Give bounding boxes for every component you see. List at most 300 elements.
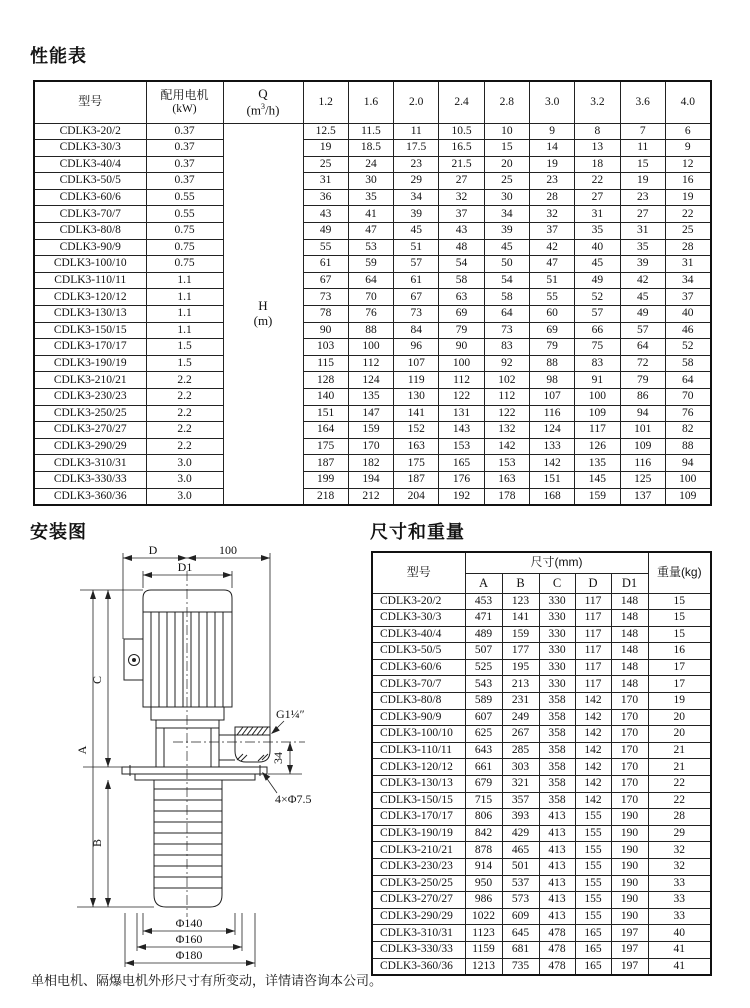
- kw-cell: 0.37: [146, 173, 223, 190]
- head-value-cell: 159: [575, 488, 620, 505]
- head-value-cell: 153: [439, 438, 484, 455]
- head-value-cell: 61: [394, 272, 439, 289]
- head-value-cell: 52: [665, 339, 710, 356]
- kw-cell: 1.5: [146, 339, 223, 356]
- model-cell: CDLK3-30/3: [372, 610, 465, 627]
- head-value-cell: 27: [620, 206, 665, 223]
- perf-row: [34, 339, 711, 356]
- head-value-cell: 39: [394, 206, 439, 223]
- head-value-cell: 192: [439, 488, 484, 505]
- performance-title: 性能表: [30, 46, 87, 66]
- model-cell: CDLK3-130/13: [372, 776, 465, 793]
- dim-value-cell: 393: [502, 809, 539, 826]
- model-cell: CDLK3-250/25: [372, 875, 465, 892]
- dim-value-cell: 303: [502, 759, 539, 776]
- weight-cell: 28: [648, 809, 711, 826]
- kw-cell: 0.37: [146, 123, 223, 140]
- head-value-cell: 165: [439, 455, 484, 472]
- weight-cell: 20: [648, 726, 711, 743]
- kw-cell: 2.2: [146, 422, 223, 439]
- model-cell: CDLK3-330/33: [372, 941, 465, 958]
- dim-row: [372, 908, 711, 925]
- head-value-cell: 22: [575, 173, 620, 190]
- weight-cell: 22: [648, 792, 711, 809]
- perf-row: [34, 389, 711, 406]
- head-value-cell: 112: [439, 372, 484, 389]
- head-value-cell: 75: [575, 339, 620, 356]
- dim-value-cell: 715: [465, 792, 502, 809]
- perf-row: [34, 289, 711, 306]
- weight-cell: 41: [648, 958, 711, 975]
- dim-value-cell: 643: [465, 742, 502, 759]
- weight-cell: 21: [648, 742, 711, 759]
- head-value-cell: 45: [484, 239, 529, 256]
- perf-row: [34, 272, 711, 289]
- perf-row: [34, 488, 711, 505]
- dim-row: [372, 726, 711, 743]
- dim-value-cell: 190: [611, 809, 648, 826]
- head-value-cell: 70: [665, 389, 710, 406]
- head-value-cell: 7: [620, 123, 665, 140]
- head-value-cell: 64: [665, 372, 710, 389]
- perf-row: [34, 223, 711, 240]
- model-cell: CDLK3-110/11: [34, 272, 146, 289]
- weight-cell: 41: [648, 941, 711, 958]
- head-value-cell: 9: [665, 140, 710, 157]
- head-value-cell: 21.5: [439, 156, 484, 173]
- flow-col-header: 2.8: [484, 81, 529, 123]
- head-value-cell: 151: [529, 471, 574, 488]
- model-cell: CDLK3-90/9: [372, 709, 465, 726]
- weight-cell: 33: [648, 892, 711, 909]
- dim-value-cell: 159: [502, 626, 539, 643]
- head-value-cell: 109: [665, 488, 710, 505]
- model-cell: CDLK3-310/31: [34, 455, 146, 472]
- head-value-cell: 12.5: [303, 123, 348, 140]
- head-value-cell: 9: [529, 123, 574, 140]
- dim-value-cell: 806: [465, 809, 502, 826]
- dim-value-cell: 679: [465, 776, 502, 793]
- head-value-cell: 57: [394, 256, 439, 273]
- dim-value-cell: 330: [539, 593, 575, 610]
- head-value-cell: 37: [665, 289, 710, 306]
- dim-col-header-model: 型号: [372, 552, 465, 593]
- dim-value-cell: 501: [502, 859, 539, 876]
- dim-row: [372, 859, 711, 876]
- perf-row: [34, 256, 711, 273]
- head-value-cell: 117: [575, 422, 620, 439]
- dim-value-cell: 507: [465, 643, 502, 660]
- head-value-cell: 187: [303, 455, 348, 472]
- head-value-cell: 37: [439, 206, 484, 223]
- dim-value-cell: 231: [502, 693, 539, 710]
- dim-value-cell: 155: [575, 875, 611, 892]
- dim-label-phi140: Φ140: [175, 916, 203, 930]
- head-value-cell: 163: [394, 438, 439, 455]
- head-value-cell: 16.5: [439, 140, 484, 157]
- perf-row: [34, 372, 711, 389]
- head-value-cell: 100: [665, 471, 710, 488]
- model-cell: CDLK3-100/10: [372, 726, 465, 743]
- dim-value-cell: 413: [539, 859, 575, 876]
- head-value-cell: 164: [303, 422, 348, 439]
- head-value-cell: 29: [394, 173, 439, 190]
- dim-value-cell: 190: [611, 892, 648, 909]
- head-value-cell: 100: [575, 389, 620, 406]
- dim-weight-header: 重量(kg): [648, 552, 711, 593]
- head-value-cell: 88: [665, 438, 710, 455]
- kw-cell: 1.1: [146, 306, 223, 323]
- head-value-cell: 58: [484, 289, 529, 306]
- kw-cell: 1.5: [146, 355, 223, 372]
- perf-row: [34, 355, 711, 372]
- head-value-cell: 109: [575, 405, 620, 422]
- head-value-cell: 187: [394, 471, 439, 488]
- performance-table: [33, 80, 712, 506]
- head-value-cell: 128: [303, 372, 348, 389]
- dim-value-cell: 148: [611, 610, 648, 627]
- dim-value-cell: 142: [575, 742, 611, 759]
- dim-value-cell: 525: [465, 659, 502, 676]
- dim-row: [372, 941, 711, 958]
- kw-cell: 0.75: [146, 239, 223, 256]
- dim-value-cell: 543: [465, 676, 502, 693]
- pump-head: [156, 720, 219, 767]
- head-value-cell: 23: [394, 156, 439, 173]
- head-value-cell: 8: [575, 123, 620, 140]
- dim-value-cell: 681: [502, 941, 539, 958]
- head-value-cell: 212: [348, 488, 393, 505]
- head-value-cell: 58: [439, 272, 484, 289]
- head-value-cell: 70: [348, 289, 393, 306]
- dim-value-cell: 155: [575, 842, 611, 859]
- dim-value-cell: 1123: [465, 925, 502, 942]
- head-value-cell: 175: [303, 438, 348, 455]
- head-value-cell: 96: [394, 339, 439, 356]
- dim-value-cell: 170: [611, 776, 648, 793]
- head-value-cell: 124: [529, 422, 574, 439]
- kw-cell: 3.0: [146, 455, 223, 472]
- model-cell: CDLK3-70/7: [34, 206, 146, 223]
- outlet-port: [219, 727, 270, 762]
- head-value-cell: 102: [484, 372, 529, 389]
- dim-value-cell: 358: [539, 693, 575, 710]
- head-value-cell: 57: [620, 322, 665, 339]
- head-value-cell: 59: [348, 256, 393, 273]
- dim-value-cell: 358: [539, 776, 575, 793]
- weight-cell: 40: [648, 925, 711, 942]
- kw-cell: 1.1: [146, 272, 223, 289]
- dim-col-c: C: [539, 573, 575, 593]
- dim-label-phi160: Φ160: [175, 932, 203, 946]
- dim-value-cell: 155: [575, 908, 611, 925]
- head-value-cell: 91: [575, 372, 620, 389]
- head-value-cell: 145: [575, 471, 620, 488]
- head-value-cell: 58: [665, 355, 710, 372]
- perf-row: [34, 189, 711, 206]
- dim-value-cell: 117: [575, 626, 611, 643]
- kw-cell: 3.0: [146, 471, 223, 488]
- dim-value-cell: 735: [502, 958, 539, 975]
- head-value-cell: 94: [665, 455, 710, 472]
- model-cell: CDLK3-360/36: [34, 488, 146, 505]
- head-value-cell: 25: [484, 173, 529, 190]
- dim-value-cell: 148: [611, 643, 648, 660]
- head-value-cell: 78: [303, 306, 348, 323]
- head-value-cell: 11: [394, 123, 439, 140]
- head-value-cell: 133: [529, 438, 574, 455]
- dim-row: [372, 659, 711, 676]
- head-value-cell: 14: [529, 140, 574, 157]
- dim-row: [372, 842, 711, 859]
- kw-cell: 3.0: [146, 488, 223, 505]
- weight-cell: 22: [648, 776, 711, 793]
- dim-value-cell: 471: [465, 610, 502, 627]
- dim-value-cell: 197: [611, 941, 648, 958]
- dim-row: [372, 809, 711, 826]
- head-value-cell: 90: [439, 339, 484, 356]
- kw-cell: 0.37: [146, 156, 223, 173]
- head-value-cell: 19: [303, 140, 348, 157]
- head-value-cell: 35: [575, 223, 620, 240]
- weight-cell: 15: [648, 626, 711, 643]
- head-value-cell: 17.5: [394, 140, 439, 157]
- head-value-cell: 25: [303, 156, 348, 173]
- head-value-cell: 83: [484, 339, 529, 356]
- motor-header-cn: 配用电机: [160, 87, 209, 102]
- model-cell: CDLK3-330/33: [34, 471, 146, 488]
- dim-col-a: A: [465, 573, 502, 593]
- dim-value-cell: 321: [502, 776, 539, 793]
- model-cell: CDLK3-60/6: [34, 189, 146, 206]
- dim-row: [372, 742, 711, 759]
- head-value-cell: 64: [620, 339, 665, 356]
- model-cell: CDLK3-60/6: [372, 659, 465, 676]
- dim-value-cell: 213: [502, 676, 539, 693]
- head-value-cell: 60: [529, 306, 574, 323]
- kw-cell: 2.2: [146, 438, 223, 455]
- head-value-cell: 23: [529, 173, 574, 190]
- perf-row: [34, 306, 711, 323]
- head-value-cell: 34: [665, 272, 710, 289]
- head-value-cell: 18.5: [348, 140, 393, 157]
- motor-body: [143, 590, 232, 720]
- dim-value-cell: 330: [539, 626, 575, 643]
- model-cell: CDLK3-230/23: [34, 389, 146, 406]
- dim-value-cell: 148: [611, 593, 648, 610]
- dim-size-header: 尺寸(mm): [465, 552, 648, 573]
- dim-row: [372, 925, 711, 942]
- dim-value-cell: 148: [611, 676, 648, 693]
- dim-row: [372, 643, 711, 660]
- dim-value-cell: 190: [611, 875, 648, 892]
- perf-table-body: [34, 123, 711, 505]
- model-cell: CDLK3-90/9: [34, 239, 146, 256]
- head-value-cell: 25: [665, 223, 710, 240]
- kw-cell: 1.1: [146, 289, 223, 306]
- model-cell: CDLK3-20/2: [34, 123, 146, 140]
- dim-value-cell: 142: [575, 776, 611, 793]
- dim-value-cell: 165: [575, 925, 611, 942]
- head-value-cell: 73: [303, 289, 348, 306]
- h-symbol: H: [258, 297, 268, 313]
- dim-value-cell: 197: [611, 958, 648, 975]
- dim-value-cell: 249: [502, 709, 539, 726]
- dim-row: [372, 958, 711, 975]
- dim-value-cell: 142: [575, 693, 611, 710]
- holes-label: 4×Φ7.5: [275, 792, 312, 806]
- head-value-cell: 32: [439, 189, 484, 206]
- base-plate: [122, 765, 267, 780]
- head-value-cell: 31: [665, 256, 710, 273]
- head-value-cell: 176: [439, 471, 484, 488]
- head-value-cell: 143: [439, 422, 484, 439]
- kw-cell: 0.75: [146, 223, 223, 240]
- model-cell: CDLK3-290/29: [372, 908, 465, 925]
- head-value-cell: 19: [529, 156, 574, 173]
- head-value-cell: 32: [529, 206, 574, 223]
- model-cell: CDLK3-360/36: [372, 958, 465, 975]
- dim-value-cell: 478: [539, 958, 575, 975]
- dim-value-cell: 1159: [465, 941, 502, 958]
- dim-value-cell: 413: [539, 875, 575, 892]
- dim-value-cell: 142: [575, 759, 611, 776]
- head-value-cell: 19: [665, 189, 710, 206]
- head-value-cell: 6: [665, 123, 710, 140]
- head-value-cell: 168: [529, 488, 574, 505]
- dim-row: [372, 676, 711, 693]
- head-value-cell: 15: [484, 140, 529, 157]
- dim-value-cell: 358: [539, 792, 575, 809]
- dim-value-cell: 170: [611, 709, 648, 726]
- head-value-cell: 100: [348, 339, 393, 356]
- head-value-cell: 84: [394, 322, 439, 339]
- perf-row: [34, 123, 711, 140]
- model-cell: CDLK3-310/31: [372, 925, 465, 942]
- head-value-cell: 10: [484, 123, 529, 140]
- holes-callout: [260, 770, 312, 806]
- head-value-cell: 51: [394, 239, 439, 256]
- head-value-cell: 64: [484, 306, 529, 323]
- head-value-cell: 46: [665, 322, 710, 339]
- head-value-cell: 53: [348, 239, 393, 256]
- head-value-cell: 170: [348, 438, 393, 455]
- head-value-cell: 94: [620, 405, 665, 422]
- kw-cell: 0.55: [146, 206, 223, 223]
- dim-value-cell: 1213: [465, 958, 502, 975]
- head-value-cell: 175: [394, 455, 439, 472]
- dim-value-cell: 170: [611, 693, 648, 710]
- head-value-cell: 125: [620, 471, 665, 488]
- dim-value-cell: 609: [502, 908, 539, 925]
- head-value-cell: 79: [439, 322, 484, 339]
- dim-value-cell: 413: [539, 842, 575, 859]
- dim-value-cell: 117: [575, 643, 611, 660]
- dim-value-cell: 190: [611, 825, 648, 842]
- kw-cell: 0.75: [146, 256, 223, 273]
- head-value-cell: 11: [620, 140, 665, 157]
- dim-value-cell: 142: [575, 792, 611, 809]
- head-value-cell: 199: [303, 471, 348, 488]
- model-cell: CDLK3-120/12: [372, 759, 465, 776]
- head-value-cell: 152: [394, 422, 439, 439]
- head-value-cell: 153: [484, 455, 529, 472]
- perf-row: [34, 206, 711, 223]
- head-value-cell: 49: [303, 223, 348, 240]
- head-value-cell: 142: [529, 455, 574, 472]
- perf-row: [34, 422, 711, 439]
- model-cell: CDLK3-150/15: [372, 792, 465, 809]
- dim-value-cell: 573: [502, 892, 539, 909]
- head-value-cell: 27: [439, 173, 484, 190]
- head-value-cell: 137: [620, 488, 665, 505]
- head-value-cell: 100: [439, 355, 484, 372]
- dim-value-cell: 190: [611, 842, 648, 859]
- dim-value-cell: 465: [502, 842, 539, 859]
- dim-value-cell: 285: [502, 742, 539, 759]
- head-value-cell: 47: [529, 256, 574, 273]
- head-value-cell: 67: [303, 272, 348, 289]
- installation-title: 安装图: [30, 522, 87, 542]
- head-value-cell: 35: [620, 239, 665, 256]
- head-value-cell: 119: [394, 372, 439, 389]
- dim-value-cell: 878: [465, 842, 502, 859]
- head-value-cell: 142: [484, 438, 529, 455]
- dim-value-cell: 148: [611, 659, 648, 676]
- head-value-cell: 31: [620, 223, 665, 240]
- dim-row: [372, 626, 711, 643]
- head-value-cell: 55: [303, 239, 348, 256]
- head-value-cell: 31: [303, 173, 348, 190]
- dim-value-cell: 453: [465, 593, 502, 610]
- dim-diameters: [125, 913, 255, 967]
- dim-row: [372, 593, 711, 610]
- weight-cell: 17: [648, 676, 711, 693]
- col-header-model: 型号: [34, 81, 146, 123]
- head-value-cell: 51: [529, 272, 574, 289]
- footer-note: 单相电机、隔爆电机外形尺寸有所变动，详情请咨询本公司。: [31, 973, 383, 988]
- dim-row: [372, 792, 711, 809]
- head-value-cell: 45: [394, 223, 439, 240]
- dim-left: [75, 590, 154, 907]
- dim-value-cell: 330: [539, 676, 575, 693]
- head-value-cell: 73: [394, 306, 439, 323]
- dim-value-cell: 413: [539, 892, 575, 909]
- head-value-cell: 98: [529, 372, 574, 389]
- dim-label-100: 100: [219, 543, 237, 557]
- head-value-cell: 13: [575, 140, 620, 157]
- head-value-cell: 109: [620, 438, 665, 455]
- model-cell: CDLK3-190/19: [372, 825, 465, 842]
- model-cell: CDLK3-250/25: [34, 405, 146, 422]
- head-value-cell: 43: [439, 223, 484, 240]
- dim-value-cell: 170: [611, 792, 648, 809]
- model-cell: CDLK3-40/4: [372, 626, 465, 643]
- dim-table-body: [372, 593, 711, 975]
- head-value-cell: 92: [484, 355, 529, 372]
- model-cell: CDLK3-50/5: [372, 643, 465, 660]
- head-value-cell: 35: [348, 189, 393, 206]
- head-value-cell: 54: [484, 272, 529, 289]
- col-header-q: [223, 81, 303, 123]
- dim-label-b: B: [90, 838, 104, 848]
- perf-row: [34, 455, 711, 472]
- model-cell: CDLK3-270/27: [372, 892, 465, 909]
- perf-row: [34, 471, 711, 488]
- head-value-cell: 101: [620, 422, 665, 439]
- head-value-cell: 107: [529, 389, 574, 406]
- head-value-cell: 131: [439, 405, 484, 422]
